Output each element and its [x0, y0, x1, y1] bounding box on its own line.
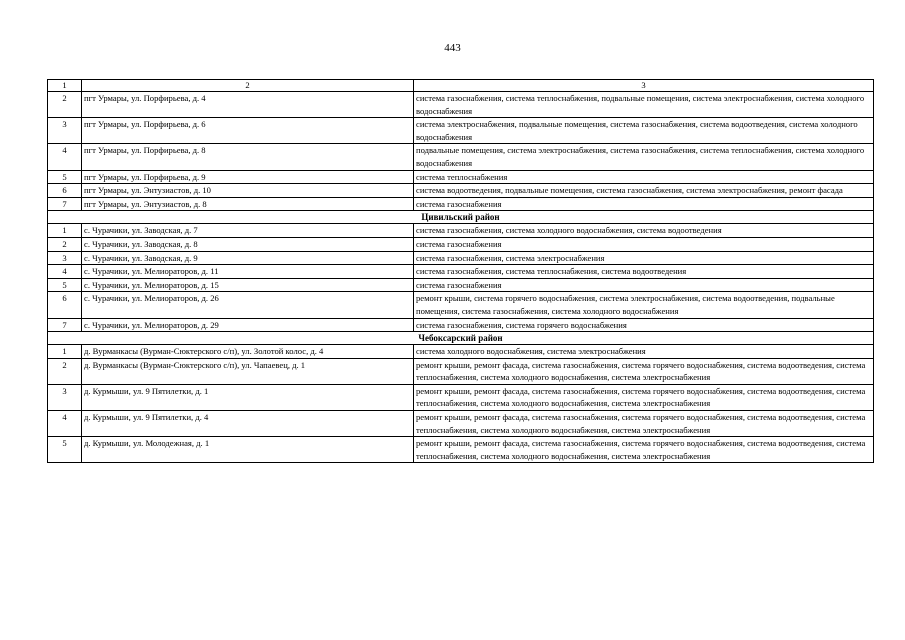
works-cell: ремонт крыши, ремонт фасада, система газоснабжения, система горячего водоснабжения, система водоотведения, система теплоснабжения, система холодного водоснабжения, система электроснабжения: [414, 358, 874, 384]
table-row: [48, 411, 874, 437]
address-cell: д. Вурманкасы (Вурман-Сюктерского с/п), ул. Чапаевец, д. 1: [82, 358, 414, 384]
table-row: [48, 358, 874, 384]
row-number-cell: 6: [48, 292, 82, 318]
address-cell: д. Курмыши, ул. Молодежная, д. 1: [82, 437, 414, 463]
table-row: [48, 170, 874, 184]
works-table: [47, 79, 874, 463]
works-cell: ремонт крыши, ремонт фасада, система газоснабжения, система горячего водоснабжения, система водоотведения, система теплоснабжения, система холодного водоснабжения, система электроснабжения: [414, 437, 874, 463]
address-cell: д. Курмыши, ул. 9 Пятилетки, д. 4: [82, 411, 414, 437]
table-row: [48, 184, 874, 198]
column-number-1: 1: [48, 80, 82, 92]
row-number-cell: 3: [48, 384, 82, 410]
works-cell: система газоснабжения, система холодного водоснабжения, система водоотведения: [414, 224, 874, 238]
works-cell: система электроснабжения, подвальные помещения, система газоснабжения, система водоотведения, система холодного водоснабжения: [414, 118, 874, 144]
address-cell: д. Курмыши, ул. 9 Пятилетки, д. 1: [82, 384, 414, 410]
address-cell: пгт Урмары, ул. Порфирьева, д. 4: [82, 92, 414, 118]
column-number-row: [48, 80, 874, 92]
table-row: [48, 292, 874, 318]
address-cell: с. Чурачики, ул. Мелиораторов, д. 29: [82, 318, 414, 332]
district-section-row: [48, 211, 874, 224]
works-cell: система газоснабжения, система теплоснабжения, система водоотведения: [414, 265, 874, 279]
works-cell: ремонт крыши, ремонт фасада, система газоснабжения, система горячего водоснабжения, система водоотведения, система теплоснабжения, система холодного водоснабжения, система электроснабжения: [414, 411, 874, 437]
row-number-cell: 6: [48, 184, 82, 198]
address-cell: с. Чурачики, ул. Заводская, д. 8: [82, 237, 414, 251]
table-row: [48, 92, 874, 118]
row-number-cell: 4: [48, 265, 82, 279]
row-number-cell: 5: [48, 170, 82, 184]
address-cell: с. Чурачики, ул. Заводская, д. 7: [82, 224, 414, 238]
works-cell: система газоснабжения: [414, 197, 874, 211]
address-cell: пгт Урмары, ул. Энтузиастов, д. 10: [82, 184, 414, 198]
address-cell: пгт Урмары, ул. Порфирьева, д. 6: [82, 118, 414, 144]
row-number-cell: 2: [48, 358, 82, 384]
works-cell: система теплоснабжения: [414, 170, 874, 184]
table-row: [48, 437, 874, 463]
row-number-cell: 5: [48, 437, 82, 463]
address-cell: пгт Урмары, ул. Энтузиастов, д. 8: [82, 197, 414, 211]
works-cell: система газоснабжения: [414, 278, 874, 292]
address-cell: пгт Урмары, ул. Порфирьева, д. 8: [82, 144, 414, 170]
table-row: [48, 118, 874, 144]
address-cell: с. Чурачики, ул. Мелиораторов, д. 11: [82, 265, 414, 279]
row-number-cell: 5: [48, 278, 82, 292]
works-cell: ремонт крыши, ремонт фасада, система газоснабжения, система горячего водоснабжения, система водоотведения, система теплоснабжения, система холодного водоснабжения, система электроснабжения: [414, 384, 874, 410]
page-number: 443: [444, 42, 461, 54]
row-number-cell: 7: [48, 318, 82, 332]
table-row: [48, 384, 874, 410]
table-row: [48, 318, 874, 332]
table-row: [48, 265, 874, 279]
table-row: [48, 251, 874, 265]
row-number-cell: 3: [48, 251, 82, 265]
works-cell: система газоснабжения, система теплоснабжения, подвальные помещения, система электроснабжения, система холодного водоснабжения: [414, 92, 874, 118]
district-title: Цивильский район: [48, 211, 874, 224]
address-cell: с. Чурачики, ул. Мелиораторов, д. 15: [82, 278, 414, 292]
column-number-2: 2: [82, 80, 414, 92]
table-row: [48, 224, 874, 238]
table-row: [48, 237, 874, 251]
table-row: [48, 345, 874, 359]
table-row: [48, 197, 874, 211]
works-cell: система газоснабжения, система электроснабжения: [414, 251, 874, 265]
works-cell: система газоснабжения, система горячего водоснабжения: [414, 318, 874, 332]
address-cell: пгт Урмары, ул. Порфирьева, д. 9: [82, 170, 414, 184]
row-number-cell: 4: [48, 411, 82, 437]
row-number-cell: 1: [48, 224, 82, 238]
district-section-row: [48, 332, 874, 345]
row-number-cell: 3: [48, 118, 82, 144]
address-cell: с. Чурачики, ул. Заводская, д. 9: [82, 251, 414, 265]
table-row: [48, 278, 874, 292]
works-cell: ремонт крыши, система горячего водоснабжения, система электроснабжения, система водоотведения, подвальные помещения, система газоснабжения, система холодного водоснабжения: [414, 292, 874, 318]
works-table-body: [48, 80, 874, 463]
works-cell: подвальные помещения, система электроснабжения, система газоснабжения, система теплоснабжения, система холодного водоснабжения: [414, 144, 874, 170]
address-cell: с. Чурачики, ул. Мелиораторов, д. 26: [82, 292, 414, 318]
row-number-cell: 2: [48, 92, 82, 118]
column-number-3: 3: [414, 80, 874, 92]
works-cell: система водоотведения, подвальные помещения, система газоснабжения, система электроснабжения, ремонт фасада: [414, 184, 874, 198]
works-cell: система газоснабжения: [414, 237, 874, 251]
row-number-cell: 1: [48, 345, 82, 359]
district-title: Чебоксарский район: [48, 332, 874, 345]
works-cell: система холодного водоснабжения, система электроснабжения: [414, 345, 874, 359]
address-cell: д. Вурманкасы (Вурман-Сюктерского с/п), ул. Золотой колос, д. 4: [82, 345, 414, 359]
row-number-cell: 4: [48, 144, 82, 170]
row-number-cell: 2: [48, 237, 82, 251]
row-number-cell: 7: [48, 197, 82, 211]
table-row: [48, 144, 874, 170]
